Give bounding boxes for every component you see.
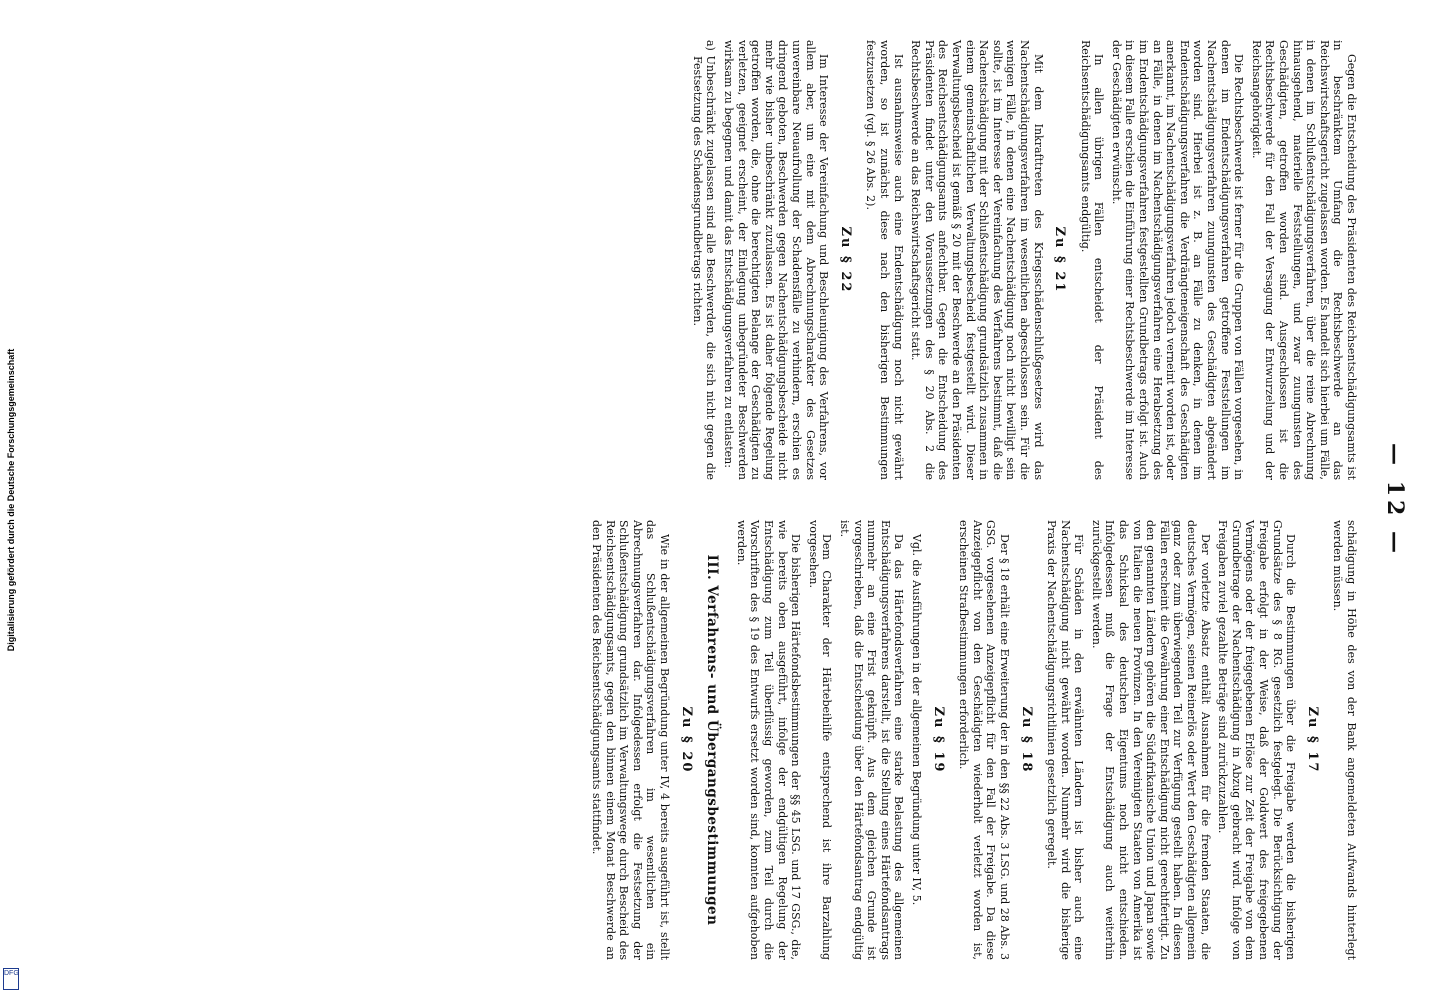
paragraph: Die bisherigen Härtefondsbestimmungen der §§ 45 LSG. und 17 GSG., die, wie bereits oben ausgeführt, infolge der endgültigen Regelung der Entschädigung zum Teil überflüssig geworden, zum Teil durch die Vorschriften des § 19 des Entwurfs ersetzt worden sind, konnten aufgehoben werden. <box>734 520 803 960</box>
paragraph: Der vorletzte Absatz enthält Ausnahmen für die fremden Staaten, die deutsches Vermögen, seinen Reinerlös oder Wert den Geschädigten allgemein ganz oder zum überwiegenden Teil zur Verfügung gestellt haben. In diesen Fällen erscheint die Gewährung einer Entschädigung nicht gerechtfertigt. Zu den genannten Ländern gehören die Südafrikanische Union und Japan sowie von Italien die neuen Provinzen. In den Vereinigten Staaten von Amerika ist das Schicksal des deutschen Eigentums noch nicht entschieden. Infolgedessen muß die Frage der Entschädigung auch weiterhin zurückgestellt werden. <box>1089 520 1212 960</box>
dfg-logo: DFG <box>3 968 19 990</box>
paragraph: Dem Charakter der Härtebeihilfe entsprechend ist ihre Barzahlung vorgesehen. <box>806 520 834 960</box>
paragraph: In allen übrigen Fällen entscheidet der Präsident des Reichsentschädigungsamts endgültig. <box>1078 40 1106 480</box>
credit-strip <box>0 0 22 1000</box>
paragraph: Vgl. die Ausführungen in der allgemeinen Begründung unter IV, 5. <box>909 534 923 906</box>
paragraph: Die Rechtsbeschwerde ist ferner für die Gruppen von Fällen vorgesehen, in denen im Endentschädigungsverfahren getroffene Feststellungen im Nachentschädigungsverfahren zuungunsten des Geschädigten abgeändert worden sind. Hierbei ist z. B. an Fälle zu denken, in denen im Endentschädigungsverfahren die Verdrängteneigenschaft des Geschädigten anerkannt, im Nachentschädigungsverfahren jedoch verneint worden ist, oder an Fälle, in denen im Nachentschädigungsverfahren eine Herabsetzung des im Endentschädigungsverfahren festgestellten Grundbetrags erfolgt ist. Auch in diesem Falle erschien die Einführung einer Rechtsbeschwerde im Interesse der Geschädigten erwünscht. <box>1109 40 1246 480</box>
section-heading-21: Zu § 21 <box>1052 226 1068 294</box>
list-item-a: a) Unbeschränkt zugelassen sind alle Beschwerden, die sich nicht gegen die Festsetzung des Schadensgrundbetrags richten. <box>690 40 718 480</box>
section-heading-20: Zu § 20 <box>678 706 694 774</box>
scanned-page <box>22 0 1434 1000</box>
section-heading-19: Zu § 19 <box>930 706 946 774</box>
part-heading-III: III. Verfahrens- und Übergangsbestimmungen <box>704 554 721 926</box>
paragraph: Für Schäden in den erwähnten Ländern ist bisher auch eine Nachentschädigung nicht gewährt worden. Nunmehr wird die bisherige Praxis der Nachentschädigungsrichtlinien gesetzlich geregelt. <box>1045 520 1086 960</box>
section-heading-22: Zu § 22 <box>837 226 853 294</box>
column-right <box>690 40 1358 480</box>
column-left <box>586 520 1359 960</box>
credit-text: Digitalisierung gefördert durch die Deutsche Forschungsgemeinschaft <box>6 348 16 652</box>
paragraph: schädigung in Höhe des von der Bank angemeldeten Aufwands hinterlegt werden müssen. <box>1331 520 1358 960</box>
section-heading-17: Zu § 17 <box>1304 706 1320 774</box>
page-number: — 12 — <box>1382 443 1408 557</box>
paragraph: Mit dem Inkrafttreten des Kriegsschädenschlußgesetzes wird das Nachentschädigungsverfahren im wesentlichen abgeschlossen sein. Für die wenigen Fälle, in denen eine Nachentschädigung noch nicht bewilligt sein sollte, ist im Interesse der Vereinfachung des Verfahrens bestimmt, daß die Nachentschädigung mit der Schlußentschädigung grundsätzlich zusammen in einem gemeinschaftlichen Verwaltungsbescheid festgestellt wird. Dieser Verwaltungsbescheid ist gemäß § 20 mit der Beschwerde an den Präsidenten des Reichsentschädigungsamts anfechtbar. Gegen die Entscheidung des Präsidenten findet unter den Voraussetzungen des § 20 Abs. 2 die Rechtsbeschwerde an das Reichswirtschaftsgericht statt. <box>909 40 1045 480</box>
paragraph: Wie in der allgemeinen Begründung unter IV, 4 bereits ausgeführt ist, stellt das Schlußentschädigungsverfahren im wesentlichen ein Abrechnungsverfahren dar. Infolgedessen erfolgt die Festsetzung der Schlußentschädigung grundsätzlich im Verwaltungswege durch Bescheid des Reichsentschädigungsamts, gegen den binnen einem Monat Beschwerde an den Präsidenten des Reichsentschädigungsamts stattfindet. <box>590 520 672 960</box>
paragraph: Der § 18 erhält eine Erweiterung der in den §§ 22 Abs. 3 LSG. und 28 Abs. 3 GSG. vorgesehenen Anzeigepflicht für den Fall der Freigabe. Da diese Anzeigepflicht von den Geschädigten wiederholt verletzt worden ist, erscheinen Strafbestimmungen erforderlich. <box>957 520 1011 960</box>
paragraph: Da das Härtefondsverfahren eine starke Belastung des allgemeinen Entschädigungsverfahrens darstellt, ist die Stellung eines Härtefondsantrags nunmehr an eine Frist geknüpft. Aus dem gleichen Grunde ist vorgeschrieben, daß die Entscheidung über den Härtefondsantrag endgültig ist. <box>838 520 906 960</box>
rotated-page-content <box>28 0 1428 1000</box>
paragraph: Im Interesse der Vereinfachung und Beschleunigung des Verfahrens, vor allem aber, um eine mit dem Abrechnungscharakter des Gesetzes unvereinbare Neuaufrollung der Schadensfälle zu verhindern, erschien es dringend geboten, Beschwerden gegen Nachentschädigungsbescheide nicht mehr wie bisher unbeschränkt zuzulassen. Es ist daher folgende Regelung getroffen worden, die, ohne die berechtigten Belange der Geschädigten zu verletzen, geeignet erscheint, der Einlegung unbegründeter Beschwerden wirksam zu begegnen und damit das Entschädigungsverfahren zu entlasten: <box>722 40 831 480</box>
paragraph: Durch die Bestimmungen über die Freigabe werden die bisherigen Grundsätze des § 8 RG. gesetzlich festgelegt. Die Berücksichtigung der Freigabe erfolgt in der Weise, daß der Goldwert des freigegebenen Vermögens oder der freigegebenen Erlöse zur Zeit der Freigabe von dem Grundbetrage der Nachentschädigung in Abzug gebracht wird. Infolge von Freigaben zuviel gezahlte Beträge sind zurückzuzahlen. <box>1216 520 1298 960</box>
section-heading-18: Zu § 18 <box>1018 706 1034 774</box>
paragraph: Gegen die Entscheidung des Präsidenten des Reichsentschädigungsamts ist in beschränktem Umfang die Rechtsbeschwerde an das Reichswirtschaftsgericht zugelassen worden. Es handelt sich hierbei um Fälle, in denen im Schlußentschädigungsverfahren, über die reine Abrechnung hinausgehend, materielle Feststellungen, und zwar zuungunsten des Geschädigten, getroffen worden sind. Ausgeschlossen ist die Rechtsbeschwerde für den Fall der Versagung der Entwurzelung und der Reichsangehörigkeit. <box>1249 40 1358 480</box>
paragraph: Ist ausnahmsweise auch eine Endentschädigung noch nicht gewährt worden, so ist zunächst diese nach den bisherigen Bestimmungen festzusetzen (vgl. § 26 Abs. 2). <box>864 40 905 480</box>
